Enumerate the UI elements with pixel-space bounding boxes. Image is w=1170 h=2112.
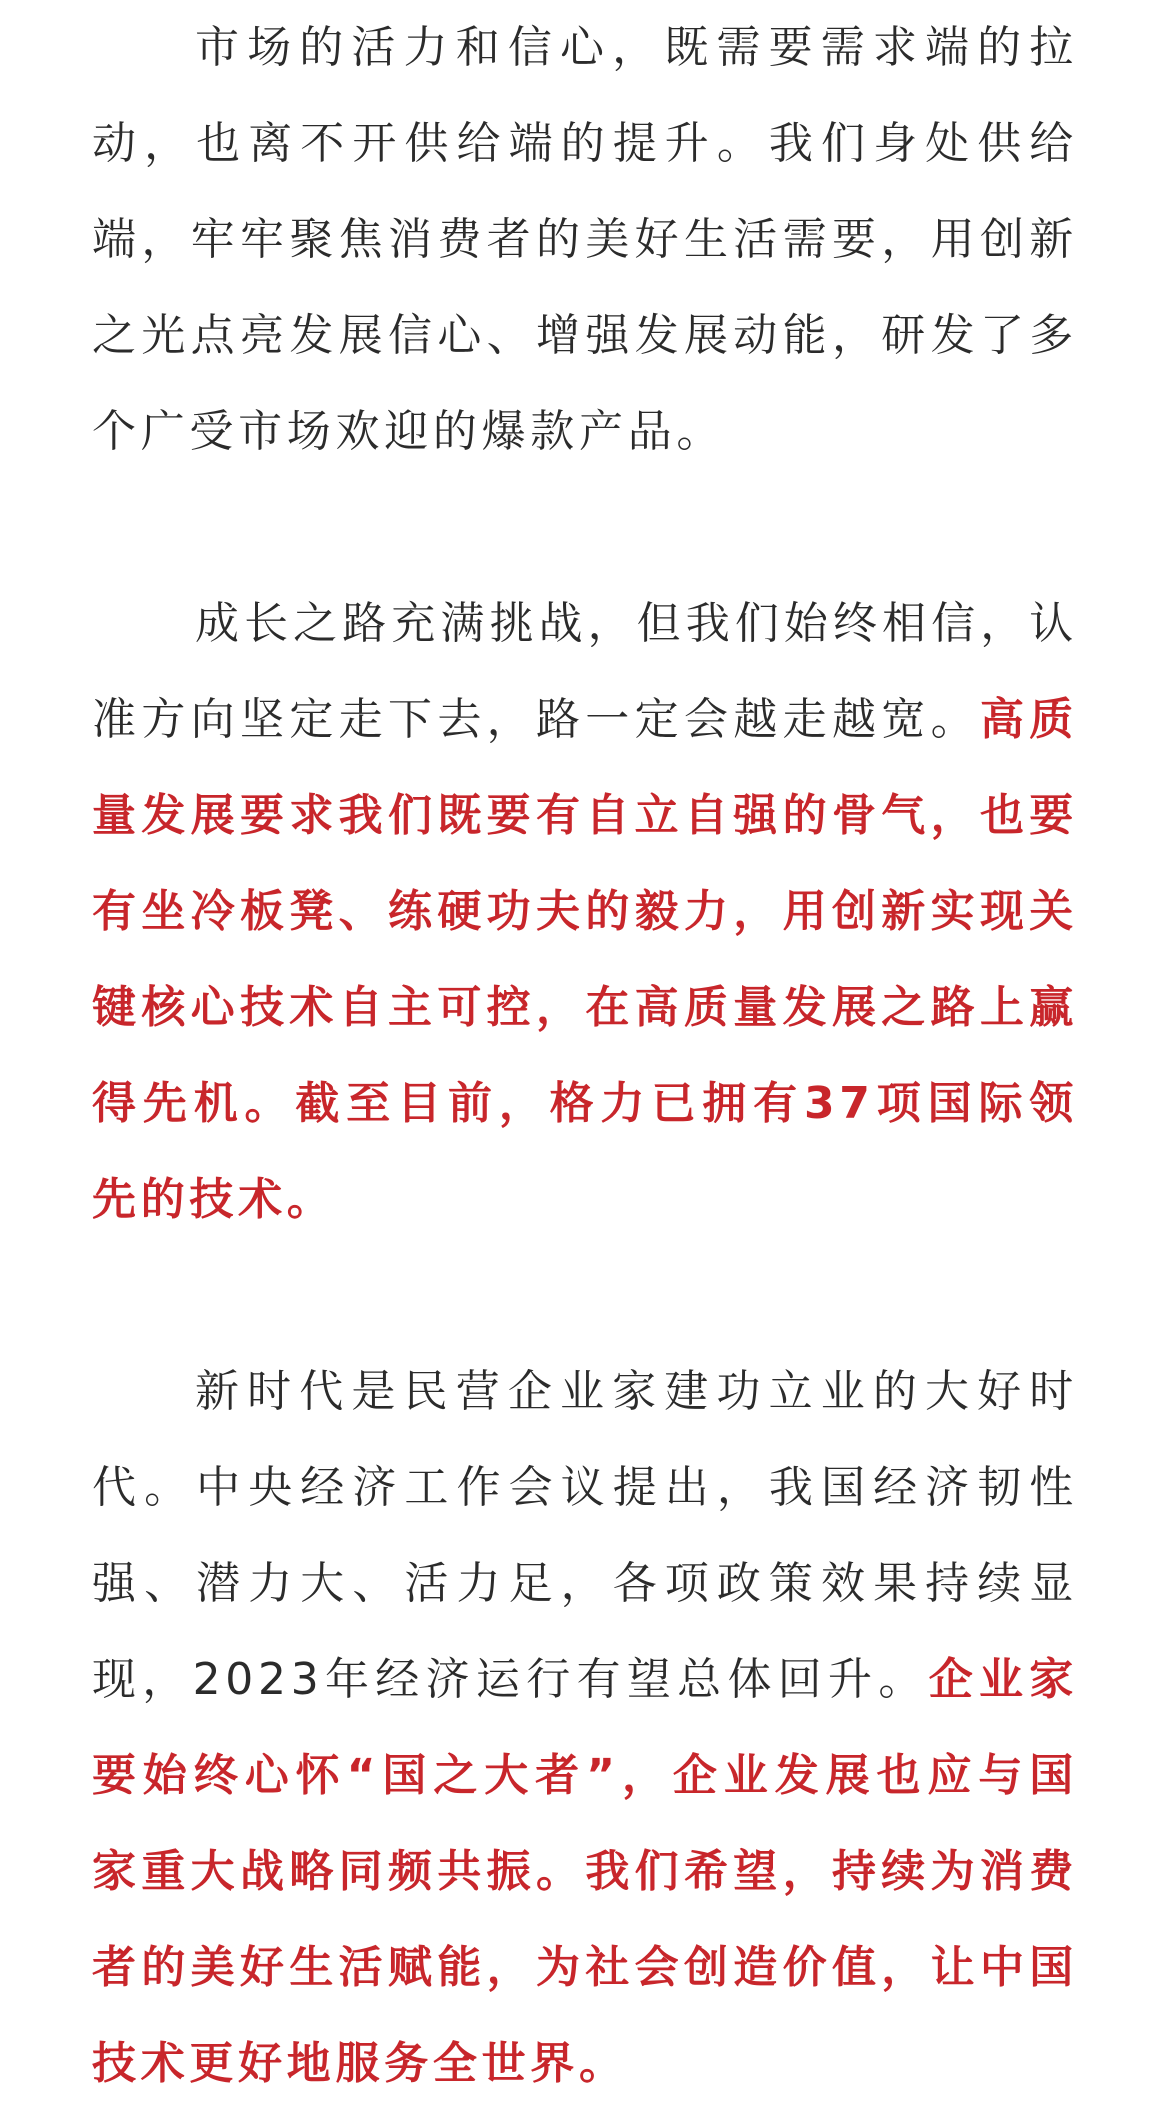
paragraph-growth-path: [92, 576, 1078, 1248]
highlighted-text: 高质量发展要求我们既要有自立自强的骨气，也要有坐冷板凳、练硬功夫的毅力，用创新实现关键核心技术自主可控，在高质量发展之路上赢得先机。截至目前，格力已拥有37项国际领先的技术。: [92, 694, 1078, 1225]
paragraph-text: 新时代是民营企业家建功立业的大好时代。中央经济工作会议提出，我国经济韧性强、潜力大、活力足，各项政策效果持续显现，2023年经济运行有望总体回升。: [92, 1366, 1078, 1705]
paragraph-market-vitality: [92, 0, 1078, 480]
highlighted-text: 企业家要始终心怀“国之大者”，企业发展也应与国家重大战略同频共振。我们希望，持续为消费者的美好生活赋能，为社会创造价值，让中国技术更好地服务全世界。: [92, 1654, 1079, 2089]
paragraph-text: 成长之路充满挑战，但我们始终相信，认准方向坚定走下去，路一定会越走越宽。: [92, 598, 1078, 745]
paragraph-text: 市场的活力和信心，既需要需求端的拉动，也离不开供给端的提升。我们身处供给端，牢牢聚焦消费者的美好生活需要，用创新之光点亮发展信心、增强发展动能，研发了多个广受市场欢迎的爆款产品。: [92, 22, 1078, 457]
paragraph-new-era: [92, 1344, 1078, 2112]
article-body: [92, 0, 1078, 2112]
